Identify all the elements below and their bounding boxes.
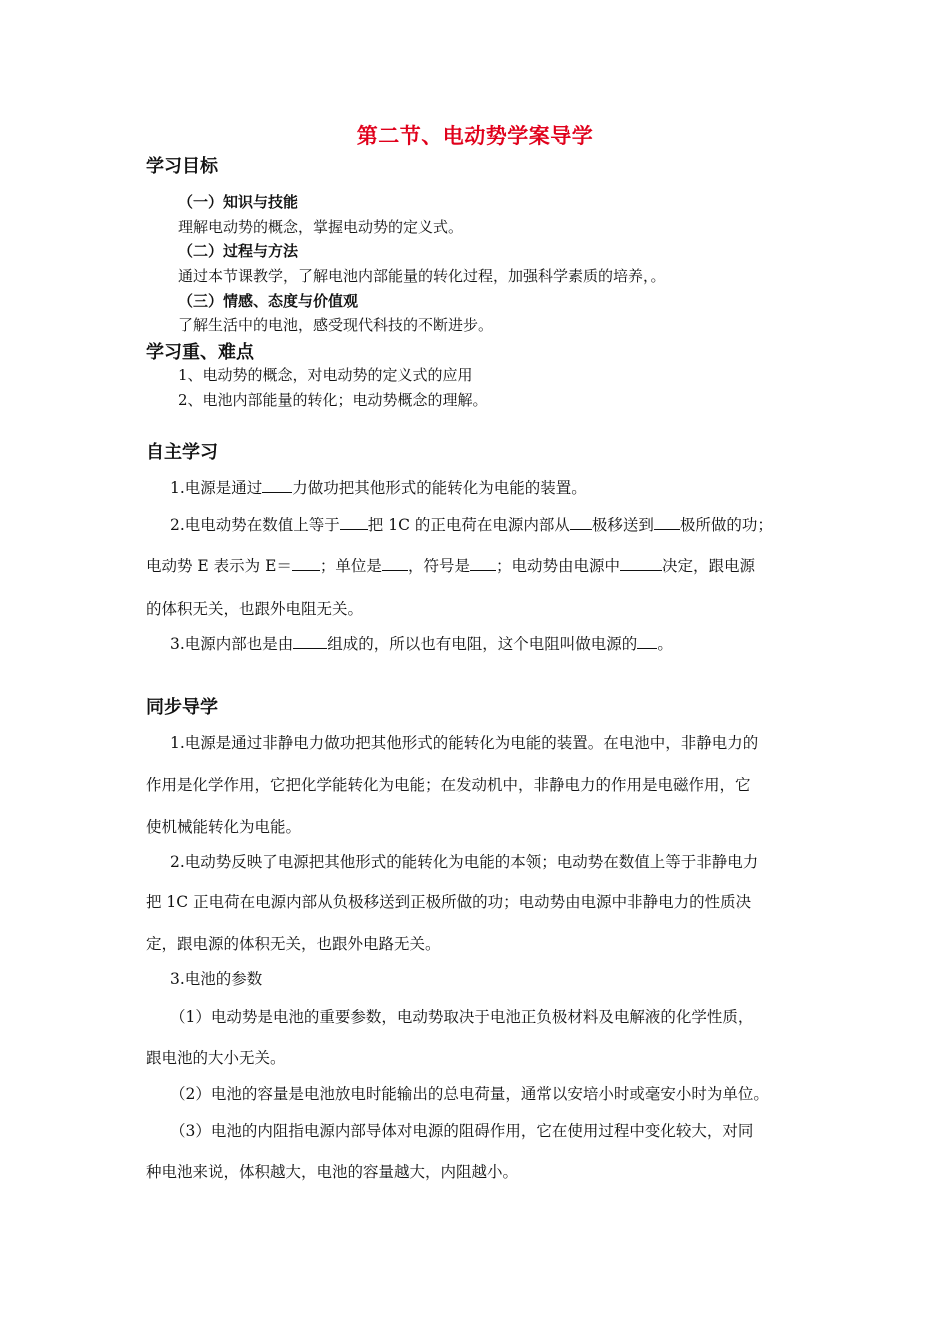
guided-paragraph-line: 1.电源是通过非静电力做功把其他形式的能转化为电能的装置。在电池中，非静电力的: [170, 734, 759, 752]
self-study-heading: 自主学习: [146, 442, 218, 463]
answer-blank[interactable]: [293, 634, 327, 649]
objectives-heading: 学习目标: [146, 156, 218, 177]
guided-paragraph-line: 定，跟电源的体积无关，也跟外电路无关。: [146, 935, 441, 953]
guided-paragraph-line: 使机械能转化为电能。: [146, 818, 302, 836]
values-text: 了解生活中的电池，感受现代科技的不断进步。: [178, 316, 494, 334]
guided-paragraph-line: 种电池来说，体积越大，电池的容量越大，内阻越小。: [146, 1163, 519, 1181]
self-study-q3: 3.电源内部也是由 组成的，所以也有电阻，这个电阻叫做电源的 。: [170, 635, 673, 653]
guided-paragraph-line: 作用是化学作用，它把化学能转化为电能；在发动机中，非静电力的作用是电磁作用，它: [146, 776, 751, 794]
guided-paragraph-line: 把 1C 正电荷在电源内部从负极移送到正极所做的功；电动势由电源中非静电力的性质决: [146, 893, 752, 911]
self-study-q2-line1: 2.电电动势在数值上等于 把 1C 的正电荷在电源内部从 极移送到 极所做的功；: [170, 516, 773, 534]
key-points-heading: 学习重、难点: [146, 342, 254, 363]
knowledge-text: 理解电动势的概念，掌握电动势的定义式。: [178, 218, 464, 236]
answer-blank[interactable]: [637, 634, 657, 649]
self-study-q1: 1.电源是通过 力做功把其他形式的能转化为电能的装置。: [170, 479, 587, 497]
answer-blank[interactable]: [262, 478, 292, 493]
key-point-item: 2、电池内部能量的转化；电动势概念的理解。: [178, 391, 488, 409]
answer-blank[interactable]: [470, 556, 496, 571]
answer-blank[interactable]: [340, 515, 368, 530]
self-study-q2-line3: 的体积无关，也跟外电阻无关。: [146, 600, 364, 618]
knowledge-heading: （一）知识与技能: [178, 193, 299, 211]
answer-blank[interactable]: [620, 556, 662, 571]
answer-blank[interactable]: [654, 515, 680, 530]
process-text: 通过本节课教学，了解电池内部能量的转化过程，加强科学素质的培养，。: [178, 267, 666, 285]
self-study-q2-line2: 电动势 E 表示为 E＝ ；单位是 ，符号是 ；电动势由电源中 决定，跟电源: [146, 557, 755, 575]
guided-paragraph-line: （2）电池的容量是电池放电时能输出的总电荷量，通常以安培小时或毫安小时为单位。: [170, 1085, 769, 1103]
answer-blank[interactable]: [570, 515, 592, 530]
answer-blank[interactable]: [292, 556, 320, 571]
values-heading: （三）情感、态度与价值观: [178, 292, 359, 310]
guided-paragraph-line: （3）电池的内阻指电源内部导体对电源的阻碍作用，它在使用过程中变化较大，对同: [170, 1122, 754, 1140]
guided-paragraph-line: （1）电动势是电池的重要参数，电动势取决于电池正负极材料及电解液的化学性质，: [170, 1008, 754, 1026]
guided-paragraph-line: 3.电池的参数: [170, 970, 263, 988]
key-point-item: 1、电动势的概念，对电动势的定义式的应用: [178, 366, 473, 384]
guided-paragraph-line: 2.电动势反映了电源把其他形式的能转化为电能的本领；电动势在数值上等于非静电力: [170, 853, 759, 871]
page-title: 第二节、电动势学案导学: [356, 124, 594, 148]
answer-blank[interactable]: [382, 556, 408, 571]
guided-heading: 同步导学: [146, 697, 218, 718]
process-heading: （二）过程与方法: [178, 242, 299, 260]
guided-paragraph-line: 跟电池的大小无关。: [146, 1049, 286, 1067]
